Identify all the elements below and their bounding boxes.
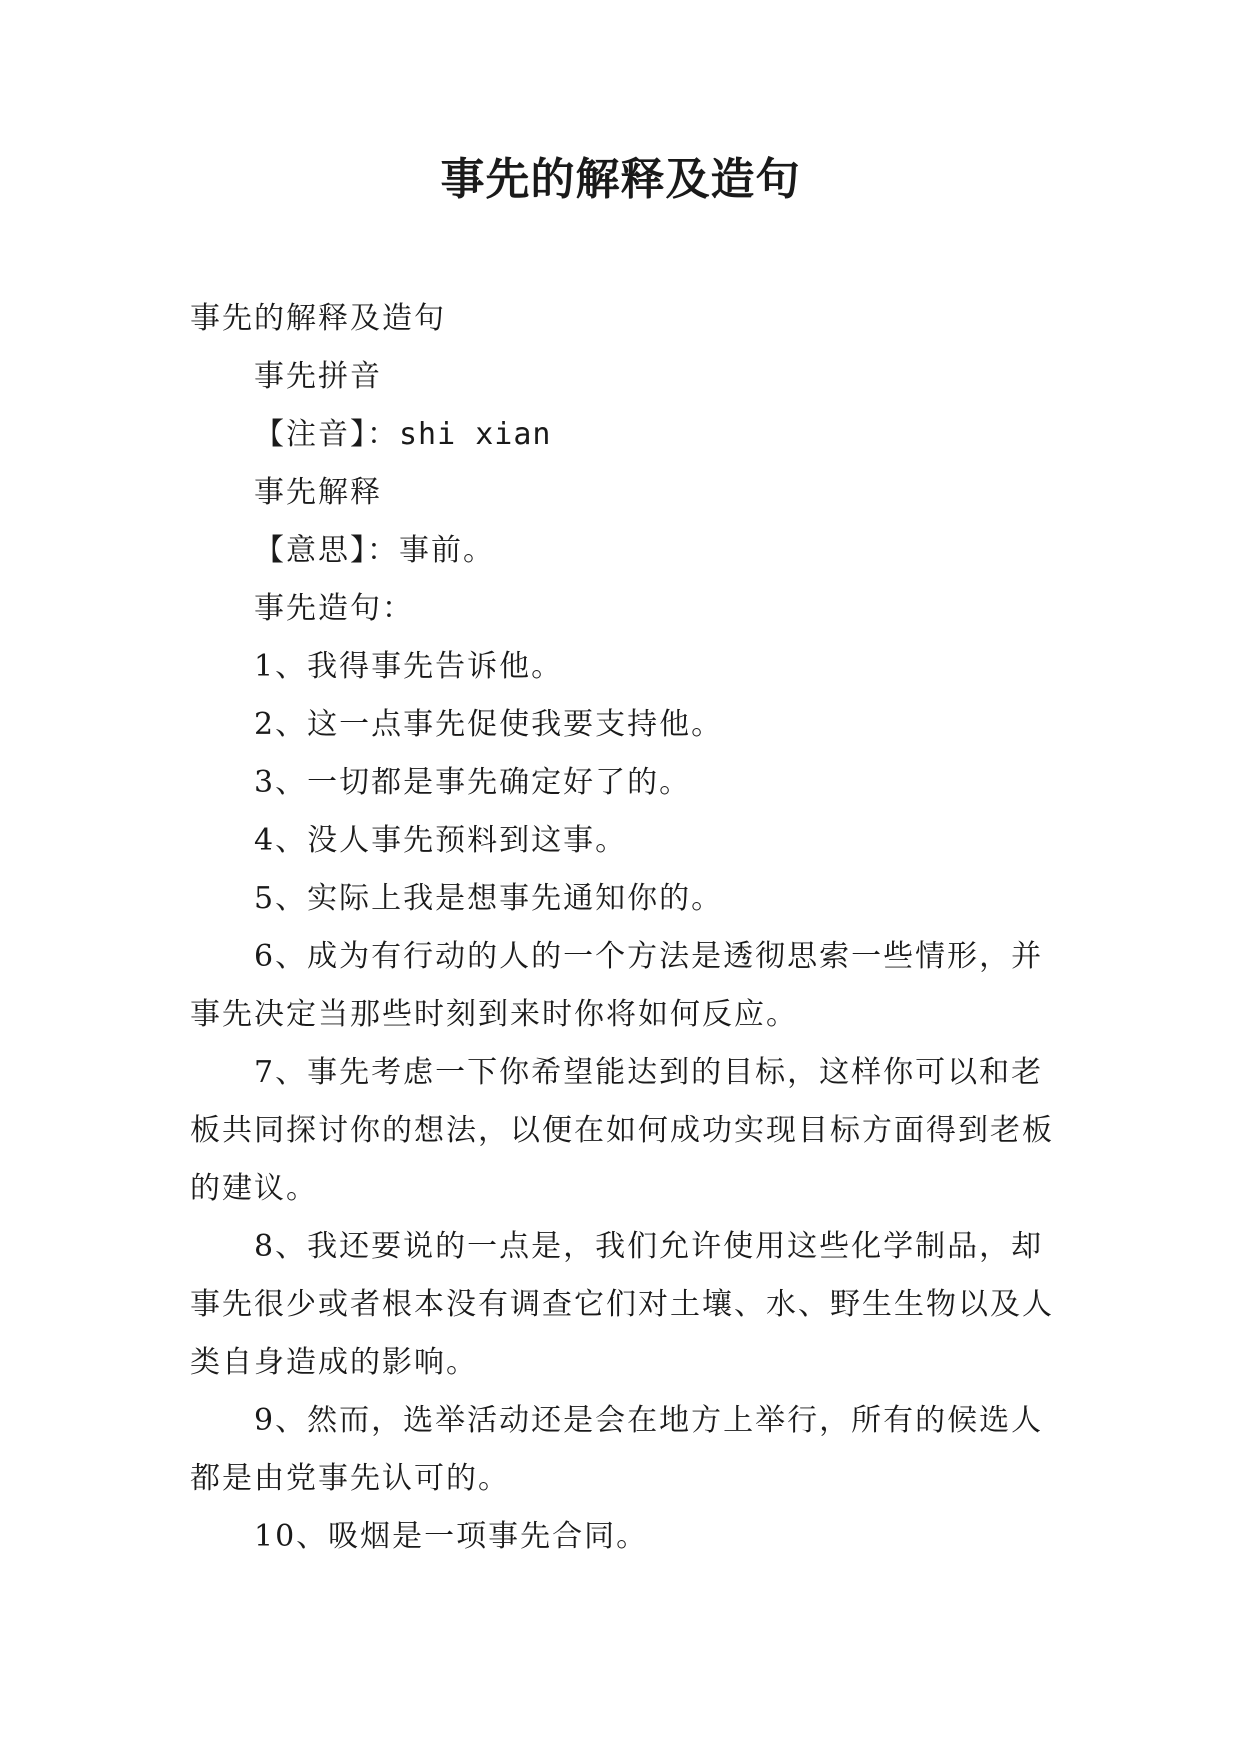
example-sentence: 8、我还要说的一点是，我们允许使用这些化学制品，却事先很少或者根本没有调查它们对土壤、水、野生生物以及人类自身造成的影响。 xyxy=(190,1229,1054,1380)
example-sentence: 2、这一点事先促使我要支持他。 xyxy=(254,707,724,742)
document-title: 事先的解释及造句 xyxy=(440,154,801,205)
example-sentence: 3、一切都是事先确定好了的。 xyxy=(254,765,692,800)
example-sentence: 6、成为有行动的人的一个方法是透彻思索一些情形，并事先决定当那些时刻到来时你将如何反应。 xyxy=(190,939,1044,1032)
example-sentence: 10、吸烟是一项事先合同。 xyxy=(254,1519,649,1554)
pinyin-value: shi xian xyxy=(399,417,552,452)
example-sentence: 4、没人事先预料到这事。 xyxy=(254,823,628,858)
meaning-line: 【意思】：事前。 xyxy=(254,533,495,568)
pinyin-label: 【注音】： xyxy=(254,417,399,452)
example-sentence: 9、然而，选举活动还是会在地方上举行，所有的候选人都是由党事先认可的。 xyxy=(190,1403,1044,1496)
pinyin-line xyxy=(190,406,1056,464)
meaning-heading: 事先解释 xyxy=(254,475,382,510)
body-subtitle: 事先的解释及造句 xyxy=(190,301,446,336)
example-sentence: 5、实际上我是想事先通知你的。 xyxy=(254,881,724,916)
example-sentence: 1、我得事先告诉他。 xyxy=(254,649,564,684)
example-sentence: 7、事先考虑一下你希望能达到的目标，这样你可以和老板共同探讨你的想法，以便在如何成功实现目标方面得到老板的建议。 xyxy=(190,1055,1054,1206)
document-body xyxy=(190,290,1056,1566)
examples-heading: 事先造句： xyxy=(254,591,414,626)
pinyin-heading: 事先拼音 xyxy=(254,359,382,394)
